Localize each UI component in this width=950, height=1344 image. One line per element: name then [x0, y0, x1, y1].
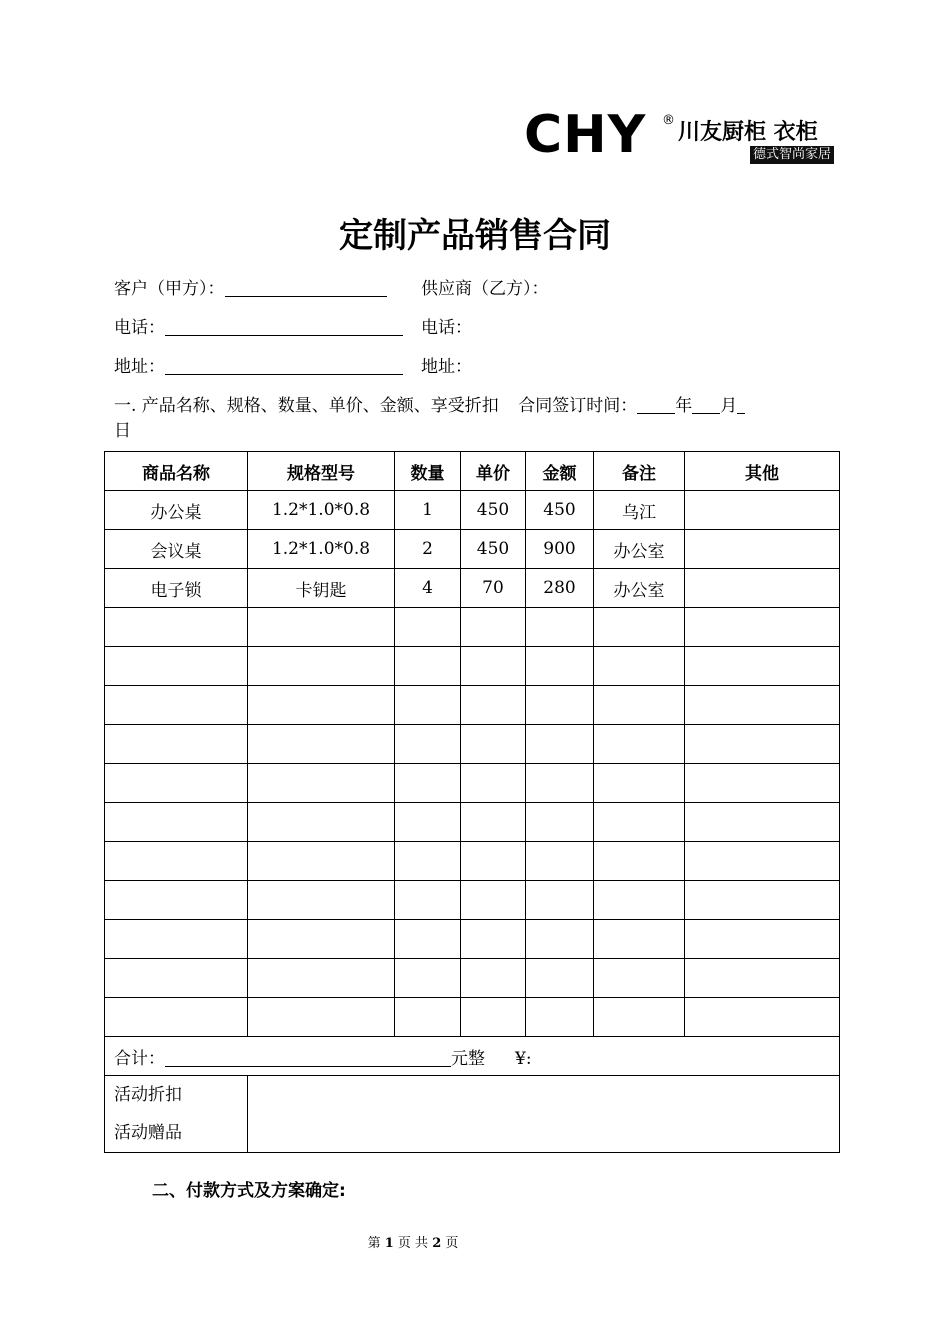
yen-label: ¥:	[515, 1048, 532, 1069]
table-cell[interactable]	[395, 647, 461, 686]
table-cell[interactable]	[248, 998, 395, 1037]
section1-heading	[114, 391, 745, 416]
phone-label-b: 电话：	[421, 318, 472, 338]
table-row	[105, 764, 840, 803]
address-line-b	[421, 352, 472, 377]
table-cell[interactable]	[461, 959, 526, 998]
table-row	[105, 920, 840, 959]
table-cell[interactable]	[526, 920, 594, 959]
table-cell[interactable]	[594, 959, 685, 998]
table-cell[interactable]	[105, 764, 248, 803]
table-cell[interactable]	[105, 959, 248, 998]
table-cell[interactable]	[685, 491, 840, 530]
phone-line-a	[114, 313, 403, 338]
table-row	[105, 803, 840, 842]
table-cell[interactable]	[461, 608, 526, 647]
address-field-a[interactable]	[165, 356, 403, 375]
total-cell	[105, 1037, 840, 1076]
table-cell[interactable]	[105, 803, 248, 842]
year-label: 年	[675, 396, 693, 416]
table-cell[interactable]	[105, 647, 248, 686]
day-line	[114, 416, 131, 441]
table-cell[interactable]	[248, 764, 395, 803]
brand-logo	[524, 105, 844, 167]
table-cell[interactable]	[395, 881, 461, 920]
table-cell[interactable]	[105, 608, 248, 647]
promotion-row	[105, 1076, 840, 1153]
table-cell[interactable]	[248, 959, 395, 998]
table-cell[interactable]	[526, 881, 594, 920]
address-label-a: 地址：	[114, 357, 165, 377]
table-cell[interactable]	[685, 998, 840, 1037]
table-cell[interactable]	[461, 842, 526, 881]
page-suffix: 页	[445, 1236, 459, 1251]
page-total: 2	[432, 1236, 442, 1251]
table-cell[interactable]: 1	[395, 491, 461, 530]
table-cell[interactable]: 乌江	[594, 491, 685, 530]
table-row	[105, 647, 840, 686]
column-header: 金额	[526, 452, 594, 491]
table-cell[interactable]	[248, 842, 395, 881]
table-cell[interactable]	[594, 647, 685, 686]
day-label: 日	[114, 421, 131, 441]
table-cell[interactable]	[526, 959, 594, 998]
table-cell[interactable]	[395, 725, 461, 764]
table-row	[105, 491, 840, 530]
table-row	[105, 569, 840, 608]
column-header: 规格型号	[248, 452, 395, 491]
table-cell[interactable]	[248, 725, 395, 764]
table-cell[interactable]	[461, 881, 526, 920]
customer-label: 客户（甲方）：	[114, 279, 225, 299]
table-cell[interactable]	[594, 686, 685, 725]
table-cell[interactable]	[395, 686, 461, 725]
table-cell[interactable]	[461, 686, 526, 725]
column-header: 其他	[685, 452, 840, 491]
table-row	[105, 608, 840, 647]
table-cell[interactable]: 1.2*1.0*0.8	[248, 530, 395, 569]
phone-field-a[interactable]	[165, 317, 403, 336]
logo-mark: CHY	[524, 105, 647, 165]
table-row	[105, 842, 840, 881]
page-mid: 页 共	[397, 1236, 429, 1251]
table-cell[interactable]	[685, 647, 840, 686]
table-row	[105, 725, 840, 764]
month-label: 月	[720, 396, 738, 416]
table-cell[interactable]	[105, 998, 248, 1037]
table-cell[interactable]: 卡钥匙	[248, 569, 395, 608]
table-cell[interactable]	[526, 686, 594, 725]
table-cell[interactable]: 会议桌	[105, 530, 248, 569]
column-header: 数量	[395, 452, 461, 491]
table-cell[interactable]	[395, 608, 461, 647]
table-cell[interactable]	[105, 842, 248, 881]
discount-label: 活动折扣	[114, 1085, 182, 1105]
table-cell[interactable]	[594, 803, 685, 842]
promotion-content-cell[interactable]	[248, 1076, 840, 1153]
table-cell[interactable]: 2	[395, 530, 461, 569]
document-title: 定制产品销售合同	[339, 216, 611, 256]
table-cell[interactable]	[395, 920, 461, 959]
table-cell[interactable]	[526, 842, 594, 881]
table-cell[interactable]	[105, 881, 248, 920]
table-cell[interactable]	[248, 803, 395, 842]
table-cell[interactable]: 450	[461, 530, 526, 569]
table-cell[interactable]	[461, 725, 526, 764]
table-cell[interactable]	[685, 725, 840, 764]
logo-brand-name: 川友厨柜 衣柜	[678, 120, 818, 145]
table-cell[interactable]	[395, 998, 461, 1037]
table-cell[interactable]	[395, 842, 461, 881]
table-cell[interactable]	[248, 920, 395, 959]
table-cell[interactable]	[248, 881, 395, 920]
table-cell[interactable]	[685, 959, 840, 998]
address-line-a	[114, 352, 403, 377]
table-cell[interactable]	[248, 608, 395, 647]
table-cell[interactable]	[594, 998, 685, 1037]
column-header: 单价	[461, 452, 526, 491]
table-cell[interactable]	[594, 842, 685, 881]
page-prefix: 第	[367, 1236, 381, 1251]
table-cell[interactable]	[594, 764, 685, 803]
section1-text: 一. 产品名称、规格、数量、单价、金额、享受折扣	[114, 396, 499, 416]
product-table	[104, 451, 840, 1153]
table-cell[interactable]	[248, 647, 395, 686]
column-header: 商品名称	[105, 452, 248, 491]
table-cell[interactable]	[105, 920, 248, 959]
table-cell[interactable]	[526, 725, 594, 764]
table-cell[interactable]: 办公室	[594, 569, 685, 608]
table-cell[interactable]: 办公桌	[105, 491, 248, 530]
table-cell[interactable]	[526, 608, 594, 647]
table-cell[interactable]	[685, 803, 840, 842]
promotion-label-cell	[105, 1076, 248, 1153]
table-cell[interactable]	[526, 764, 594, 803]
table-cell[interactable]	[685, 608, 840, 647]
page-footer	[0, 1232, 826, 1251]
table-cell[interactable]: 4	[395, 569, 461, 608]
table-cell[interactable]	[526, 998, 594, 1037]
table-cell[interactable]	[685, 764, 840, 803]
gift-label: 活动赠品	[114, 1123, 182, 1143]
section2-heading: 二、付款方式及方案确定:	[152, 1181, 346, 1201]
table-cell[interactable]	[461, 764, 526, 803]
phone-label-a: 电话：	[114, 318, 165, 338]
table-cell[interactable]	[395, 803, 461, 842]
table-row	[105, 998, 840, 1037]
sign-year-field[interactable]	[637, 395, 675, 414]
phone-line-b	[421, 313, 472, 338]
table-cell[interactable]	[526, 803, 594, 842]
table-row	[105, 686, 840, 725]
total-unit: 元整	[451, 1048, 485, 1069]
table-cell[interactable]: 280	[526, 569, 594, 608]
sign-day-field[interactable]	[737, 395, 745, 414]
table-cell[interactable]	[594, 725, 685, 764]
total-amount-field[interactable]	[165, 1048, 451, 1067]
table-cell[interactable]	[685, 686, 840, 725]
sign-month-field[interactable]	[692, 395, 720, 414]
table-cell[interactable]: 450	[526, 491, 594, 530]
table-cell[interactable]	[685, 920, 840, 959]
address-label-b: 地址：	[421, 357, 472, 377]
table-row	[105, 530, 840, 569]
table-cell[interactable]	[395, 764, 461, 803]
table-cell[interactable]	[248, 686, 395, 725]
table-row	[105, 881, 840, 920]
table-cell[interactable]	[685, 842, 840, 881]
page-number: 1	[384, 1236, 394, 1251]
registered-mark: ®	[662, 113, 675, 128]
logo-slogan: 德式智尚家居	[750, 146, 834, 164]
table-cell[interactable]	[685, 881, 840, 920]
customer-field[interactable]	[225, 278, 387, 297]
table-cell[interactable]	[594, 920, 685, 959]
table-cell[interactable]: 70	[461, 569, 526, 608]
supplier-line	[421, 274, 549, 299]
table-cell[interactable]	[105, 725, 248, 764]
supplier-label: 供应商（乙方）：	[421, 279, 549, 299]
table-cell[interactable]: 900	[526, 530, 594, 569]
table-cell[interactable]: 1.2*1.0*0.8	[248, 491, 395, 530]
column-header: 备注	[594, 452, 685, 491]
table-cell[interactable]	[685, 569, 840, 608]
table-row	[105, 959, 840, 998]
table-header-row	[105, 452, 840, 491]
table-cell[interactable]	[594, 608, 685, 647]
table-cell[interactable]: 450	[461, 491, 526, 530]
table-cell[interactable]	[685, 530, 840, 569]
table-cell[interactable]: 办公室	[594, 530, 685, 569]
table-cell[interactable]	[461, 920, 526, 959]
total-label: 合计：	[114, 1048, 165, 1069]
table-cell[interactable]	[395, 959, 461, 998]
table-cell[interactable]	[594, 881, 685, 920]
table-cell[interactable]	[461, 647, 526, 686]
table-cell[interactable]	[461, 998, 526, 1037]
table-cell[interactable]	[461, 803, 526, 842]
table-cell[interactable]	[105, 686, 248, 725]
table-cell[interactable]	[526, 647, 594, 686]
customer-line	[114, 274, 387, 299]
sign-date-label: 合同签订时间：	[518, 396, 638, 416]
total-row	[105, 1037, 840, 1076]
table-cell[interactable]: 电子锁	[105, 569, 248, 608]
